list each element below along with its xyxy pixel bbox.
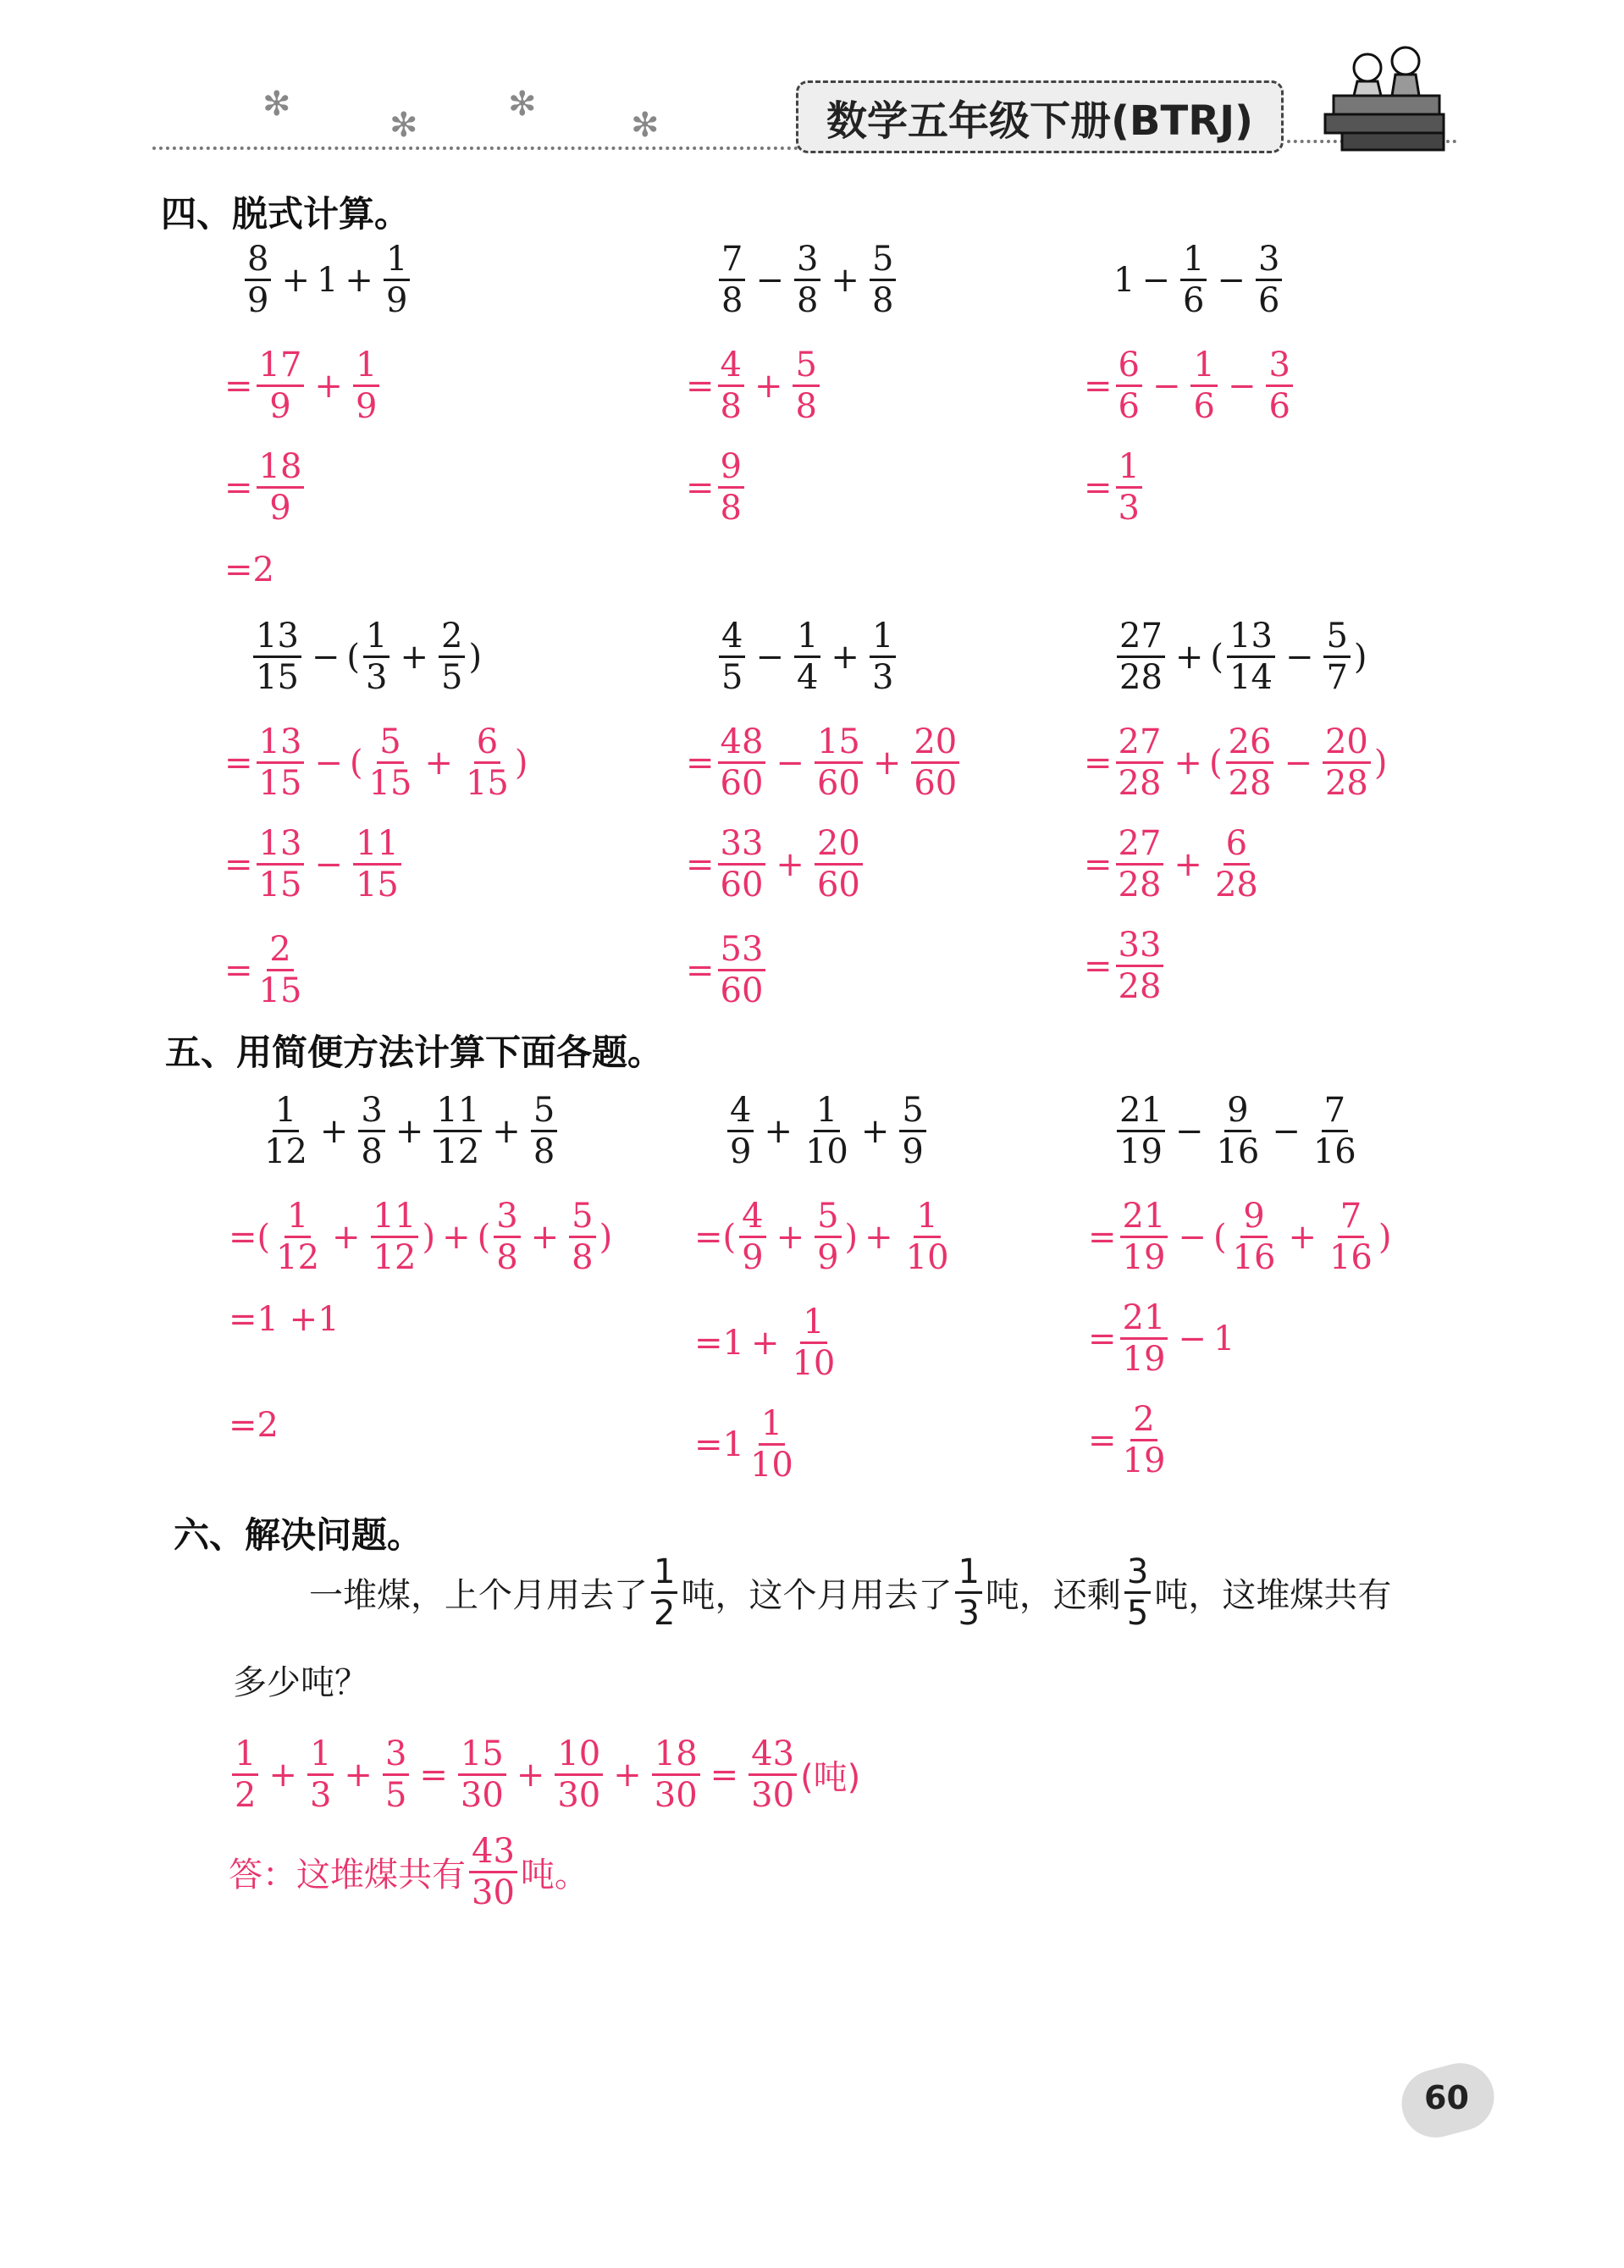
fraction: $\frac{1}{6}$ bbox=[1180, 241, 1207, 318]
fraction: $\frac{3}{8}$ bbox=[358, 1093, 384, 1170]
term: 1 bbox=[1212, 1319, 1235, 1358]
expression bbox=[1113, 618, 1367, 695]
fraction: $\frac{27}{28}$ bbox=[1116, 724, 1164, 801]
fraction: $\frac{1}{3}$ bbox=[1116, 449, 1142, 526]
fraction: $\frac{3}{5}$ bbox=[1124, 1554, 1151, 1631]
solution-step bbox=[224, 932, 307, 1009]
solution-step bbox=[694, 1406, 799, 1483]
solution-step bbox=[1084, 724, 1387, 801]
fraction: $\frac{7}{16}$ bbox=[1312, 1091, 1356, 1171]
book-title: 数学五年级下册(BTRJ) bbox=[796, 80, 1284, 153]
fraction: $\frac{21}{19}$ bbox=[1117, 1093, 1165, 1170]
fraction: $\frac{13}{15}$ bbox=[257, 724, 305, 801]
fraction: $\frac{1}{4}$ bbox=[794, 618, 820, 695]
fraction: $\frac{1}{3}$ bbox=[955, 1554, 981, 1631]
solution-step bbox=[686, 347, 823, 424]
operator: + bbox=[516, 1755, 545, 1795]
fraction: $\frac{21}{19}$ bbox=[1120, 1198, 1168, 1275]
answer-text: 答：这堆煤共有 bbox=[229, 1856, 466, 1895]
fraction: $\frac{1}{9}$ bbox=[384, 241, 410, 318]
operator: + bbox=[1288, 1217, 1317, 1257]
operator: − bbox=[1174, 1111, 1204, 1151]
fraction: $\frac{1}{10}$ bbox=[792, 1303, 836, 1383]
problem-text: 一堆煤，上个月用去了 bbox=[309, 1576, 648, 1615]
fraction: $\frac{6}{28}$ bbox=[1214, 824, 1258, 904]
operator: − bbox=[314, 844, 343, 884]
solution-step bbox=[686, 724, 963, 801]
term: =1 bbox=[694, 1424, 744, 1464]
term: = bbox=[686, 743, 715, 783]
operator: + bbox=[831, 637, 859, 677]
operator: + bbox=[395, 1111, 424, 1151]
solution-step bbox=[694, 1304, 841, 1381]
fraction: $\frac{1}{10}$ bbox=[905, 1197, 949, 1277]
solution-step bbox=[694, 1198, 955, 1275]
page-number: 60 bbox=[1424, 2079, 1469, 2116]
answer-text: 吨。 bbox=[520, 1856, 588, 1895]
fraction: $\frac{33}{28}$ bbox=[1116, 927, 1164, 1004]
fraction: $\frac{11}{15}$ bbox=[353, 826, 401, 903]
fraction: $\frac{5}{8}$ bbox=[569, 1198, 595, 1275]
fraction: $\frac{6}{15}$ bbox=[465, 722, 509, 803]
answer-fraction: $\frac{43}{30}$ bbox=[469, 1834, 517, 1911]
fraction: $\frac{27}{28}$ bbox=[1116, 826, 1164, 903]
solution-step bbox=[229, 1300, 340, 1339]
term: ( bbox=[349, 743, 363, 783]
fraction: $\frac{1}{6}$ bbox=[1190, 347, 1217, 424]
operator: + bbox=[332, 1217, 361, 1257]
solution-step bbox=[229, 1406, 279, 1445]
term: = bbox=[224, 844, 253, 884]
operator: + bbox=[268, 1755, 297, 1795]
fraction: $\frac{3}{6}$ bbox=[1256, 241, 1282, 318]
problem-line-1 bbox=[309, 1554, 1391, 1631]
term: ( bbox=[1210, 637, 1224, 677]
term: =1 bbox=[694, 1323, 744, 1363]
fraction: $\frac{4}{5}$ bbox=[719, 618, 745, 695]
solution-step bbox=[1088, 1402, 1171, 1479]
flower-icon: ✻ bbox=[389, 106, 418, 145]
term: = bbox=[224, 366, 253, 406]
term: =( bbox=[229, 1217, 271, 1257]
fraction: $\frac{27}{28}$ bbox=[1117, 618, 1165, 695]
expression bbox=[715, 241, 899, 318]
fraction: $\frac{9}{8}$ bbox=[718, 449, 744, 526]
term: = bbox=[224, 743, 253, 783]
fraction: $\frac{4}{9}$ bbox=[727, 1093, 754, 1170]
fraction: $\frac{1}{9}$ bbox=[353, 347, 379, 424]
expression bbox=[724, 1093, 930, 1170]
fraction: $\frac{10}{30}$ bbox=[555, 1736, 603, 1813]
fraction: $\frac{3}{8}$ bbox=[794, 241, 820, 318]
operator: + bbox=[424, 743, 453, 783]
fraction: $\frac{20}{60}$ bbox=[911, 724, 959, 801]
term: ) bbox=[1353, 637, 1367, 677]
section-6-title: 六、解决问题。 bbox=[174, 1514, 423, 1556]
section-5-title: 五、用简便方法计算下面各题。 bbox=[165, 1032, 664, 1073]
fraction: $\frac{1}{2}$ bbox=[232, 1736, 258, 1813]
fraction: $\frac{5}{9}$ bbox=[899, 1093, 925, 1170]
operator: + bbox=[1174, 844, 1202, 884]
problem-text: 吨，这个月用去了 bbox=[681, 1576, 953, 1615]
term: = bbox=[1084, 366, 1113, 406]
term: ( bbox=[1208, 743, 1223, 783]
term: = bbox=[1084, 844, 1113, 884]
solution-step bbox=[1084, 826, 1264, 903]
fraction: $\frac{53}{60}$ bbox=[718, 932, 766, 1009]
expression bbox=[1113, 1093, 1362, 1170]
operator: + bbox=[860, 1111, 890, 1151]
operator: − bbox=[1217, 260, 1246, 300]
operator: − bbox=[1141, 260, 1170, 300]
term: = bbox=[1084, 946, 1113, 986]
term: = bbox=[1084, 743, 1113, 783]
operator: + bbox=[750, 1323, 780, 1363]
operator: + bbox=[613, 1755, 642, 1795]
fraction: $\frac{20}{60}$ bbox=[815, 826, 863, 903]
operator: + bbox=[492, 1111, 521, 1151]
solution-step bbox=[1084, 347, 1296, 424]
term: ) bbox=[468, 637, 483, 677]
fraction: $\frac{15}{30}$ bbox=[458, 1736, 506, 1813]
term: = bbox=[686, 467, 715, 507]
expression bbox=[715, 618, 899, 695]
term: 1 bbox=[316, 260, 339, 300]
term: ( bbox=[1212, 1217, 1227, 1257]
fraction: $\frac{7}{8}$ bbox=[719, 241, 745, 318]
fraction: $\frac{18}{9}$ bbox=[257, 449, 305, 526]
operator: − bbox=[1152, 366, 1181, 406]
fraction: $\frac{1}{12}$ bbox=[264, 1091, 307, 1171]
term: = bbox=[686, 950, 715, 990]
operator: − bbox=[755, 260, 784, 300]
fraction: $\frac{5}{8}$ bbox=[870, 241, 896, 318]
fraction: $\frac{1}{12}$ bbox=[276, 1197, 320, 1277]
term: = bbox=[1088, 1319, 1117, 1358]
expression bbox=[241, 241, 413, 318]
fraction: $\frac{3}{5}$ bbox=[383, 1736, 409, 1813]
fraction: $\frac{4}{8}$ bbox=[718, 347, 744, 424]
fraction: $\frac{20}{28}$ bbox=[1323, 724, 1371, 801]
problem-line-2: 多少吨？ bbox=[233, 1663, 368, 1702]
solution-step bbox=[686, 449, 748, 526]
fraction: $\frac{26}{28}$ bbox=[1226, 724, 1274, 801]
fraction: $\frac{1}{3}$ bbox=[307, 1736, 334, 1813]
fraction: $\frac{3}{6}$ bbox=[1266, 347, 1292, 424]
term: =2 bbox=[224, 550, 274, 589]
solution-step bbox=[224, 449, 307, 526]
operator: − bbox=[1178, 1319, 1207, 1358]
operator: − bbox=[1284, 637, 1314, 677]
solution-step bbox=[1084, 449, 1146, 526]
fraction: $\frac{2}{15}$ bbox=[258, 930, 302, 1010]
fraction: $\frac{13}{14}$ bbox=[1227, 618, 1275, 695]
solution-step bbox=[224, 550, 274, 589]
fraction: $\frac{9}{16}$ bbox=[1216, 1091, 1260, 1171]
fraction: $\frac{9}{16}$ bbox=[1232, 1197, 1276, 1277]
operator: + bbox=[764, 1111, 793, 1151]
term: ) bbox=[844, 1217, 859, 1257]
solution-step bbox=[224, 724, 528, 801]
operator: − bbox=[1178, 1217, 1207, 1257]
operator: − bbox=[1284, 743, 1312, 783]
operator: − bbox=[755, 637, 784, 677]
flower-icon: ✻ bbox=[508, 85, 537, 124]
operator: − bbox=[311, 637, 340, 677]
operator: + bbox=[281, 260, 310, 300]
fraction: $\frac{15}{60}$ bbox=[815, 724, 863, 801]
fraction: $\frac{11}{12}$ bbox=[371, 1198, 419, 1275]
fraction: $\frac{7}{16}$ bbox=[1328, 1197, 1373, 1277]
term: ) bbox=[599, 1217, 613, 1257]
term: ) bbox=[422, 1217, 436, 1257]
fraction: $\frac{11}{12}$ bbox=[434, 1093, 482, 1170]
problem-text: 吨，还剩 bbox=[985, 1576, 1121, 1615]
fraction: $\frac{5}{8}$ bbox=[531, 1093, 557, 1170]
flower-icon: ✻ bbox=[631, 106, 660, 145]
fraction: $\frac{13}{15}$ bbox=[253, 618, 301, 695]
fraction: $\frac{18}{30}$ bbox=[652, 1736, 700, 1813]
operator: − bbox=[314, 743, 343, 783]
flower-icon: ✻ bbox=[262, 85, 291, 124]
solution-step bbox=[686, 932, 769, 1009]
term: ) bbox=[1373, 743, 1388, 783]
fraction: $\frac{6}{6}$ bbox=[1116, 347, 1142, 424]
operator: − bbox=[776, 743, 804, 783]
fraction: $\frac{8}{9}$ bbox=[245, 241, 271, 318]
operator: − bbox=[1227, 366, 1257, 406]
term: ( bbox=[477, 1217, 491, 1257]
fraction: $\frac{48}{60}$ bbox=[718, 724, 766, 801]
term: =1 +1 bbox=[229, 1300, 340, 1339]
fraction: $\frac{17}{9}$ bbox=[257, 347, 305, 424]
operator: = bbox=[419, 1755, 448, 1795]
operator: + bbox=[776, 1217, 805, 1257]
fraction: $\frac{1}{2}$ bbox=[651, 1554, 677, 1631]
solution-step bbox=[224, 826, 405, 903]
operator: + bbox=[400, 637, 428, 677]
solution-step bbox=[224, 347, 383, 424]
fraction: $\frac{5}{15}$ bbox=[368, 722, 412, 803]
problem-text: 吨，这堆煤共有 bbox=[1154, 1576, 1392, 1615]
fraction: $\frac{4}{9}$ bbox=[739, 1198, 765, 1275]
operator: + bbox=[864, 1217, 893, 1257]
fraction: $\frac{1}{3}$ bbox=[870, 618, 896, 695]
operator: + bbox=[345, 260, 373, 300]
term: = bbox=[224, 467, 253, 507]
expression bbox=[258, 1093, 561, 1170]
operator: + bbox=[872, 743, 902, 783]
operator: + bbox=[530, 1217, 560, 1257]
solution-step bbox=[229, 1198, 612, 1275]
fraction: $\frac{5}{7}$ bbox=[1323, 618, 1350, 695]
solution-step bbox=[686, 826, 866, 903]
solution-step bbox=[1088, 1198, 1391, 1275]
operator: + bbox=[344, 1755, 373, 1795]
fraction: $\frac{13}{15}$ bbox=[257, 826, 305, 903]
operator: = bbox=[710, 1755, 739, 1795]
term: = bbox=[224, 950, 253, 990]
operator: + bbox=[314, 366, 343, 406]
term: =2 bbox=[229, 1406, 279, 1445]
term: ) bbox=[1378, 1217, 1392, 1257]
fraction: $\frac{21}{19}$ bbox=[1120, 1300, 1168, 1377]
kids-reading-illustration bbox=[1308, 34, 1461, 161]
fraction: $\frac{3}{8}$ bbox=[494, 1198, 520, 1275]
fraction: $\frac{1}{10}$ bbox=[804, 1091, 848, 1171]
term: = bbox=[686, 366, 715, 406]
operator: + bbox=[831, 260, 859, 300]
operator: + bbox=[776, 844, 804, 884]
operator: + bbox=[754, 366, 783, 406]
term: = bbox=[1088, 1217, 1117, 1257]
solution-step bbox=[1084, 927, 1167, 1004]
fraction: $\frac{5}{8}$ bbox=[793, 347, 819, 424]
term: = bbox=[686, 844, 715, 884]
term: ) bbox=[514, 743, 528, 783]
term: ( bbox=[346, 637, 361, 677]
fraction: $\frac{1}{3}$ bbox=[363, 618, 389, 695]
answer-line bbox=[229, 1834, 588, 1911]
term: = bbox=[1088, 1420, 1117, 1460]
fraction: $\frac{43}{30}$ bbox=[748, 1736, 797, 1813]
unit-label: (吨) bbox=[800, 1758, 861, 1797]
fraction: $\frac{2}{19}$ bbox=[1122, 1400, 1166, 1480]
solution-step bbox=[229, 1736, 860, 1813]
expression bbox=[1113, 241, 1285, 318]
operator: + bbox=[1174, 743, 1202, 783]
solution-step bbox=[1088, 1300, 1235, 1377]
fraction: $\frac{1}{10}$ bbox=[749, 1404, 793, 1485]
term: =( bbox=[694, 1217, 737, 1257]
term: 1 bbox=[1113, 260, 1135, 300]
operator: − bbox=[1272, 1111, 1301, 1151]
expression bbox=[250, 618, 482, 695]
operator: + bbox=[1174, 637, 1204, 677]
operator: + bbox=[442, 1217, 471, 1257]
fraction: $\frac{2}{5}$ bbox=[439, 618, 465, 695]
fraction: $\frac{5}{9}$ bbox=[815, 1198, 841, 1275]
section-4-title: 四、脱式计算。 bbox=[161, 193, 411, 235]
operator: + bbox=[319, 1111, 349, 1151]
term: = bbox=[1084, 467, 1113, 507]
fraction: $\frac{33}{60}$ bbox=[718, 826, 766, 903]
